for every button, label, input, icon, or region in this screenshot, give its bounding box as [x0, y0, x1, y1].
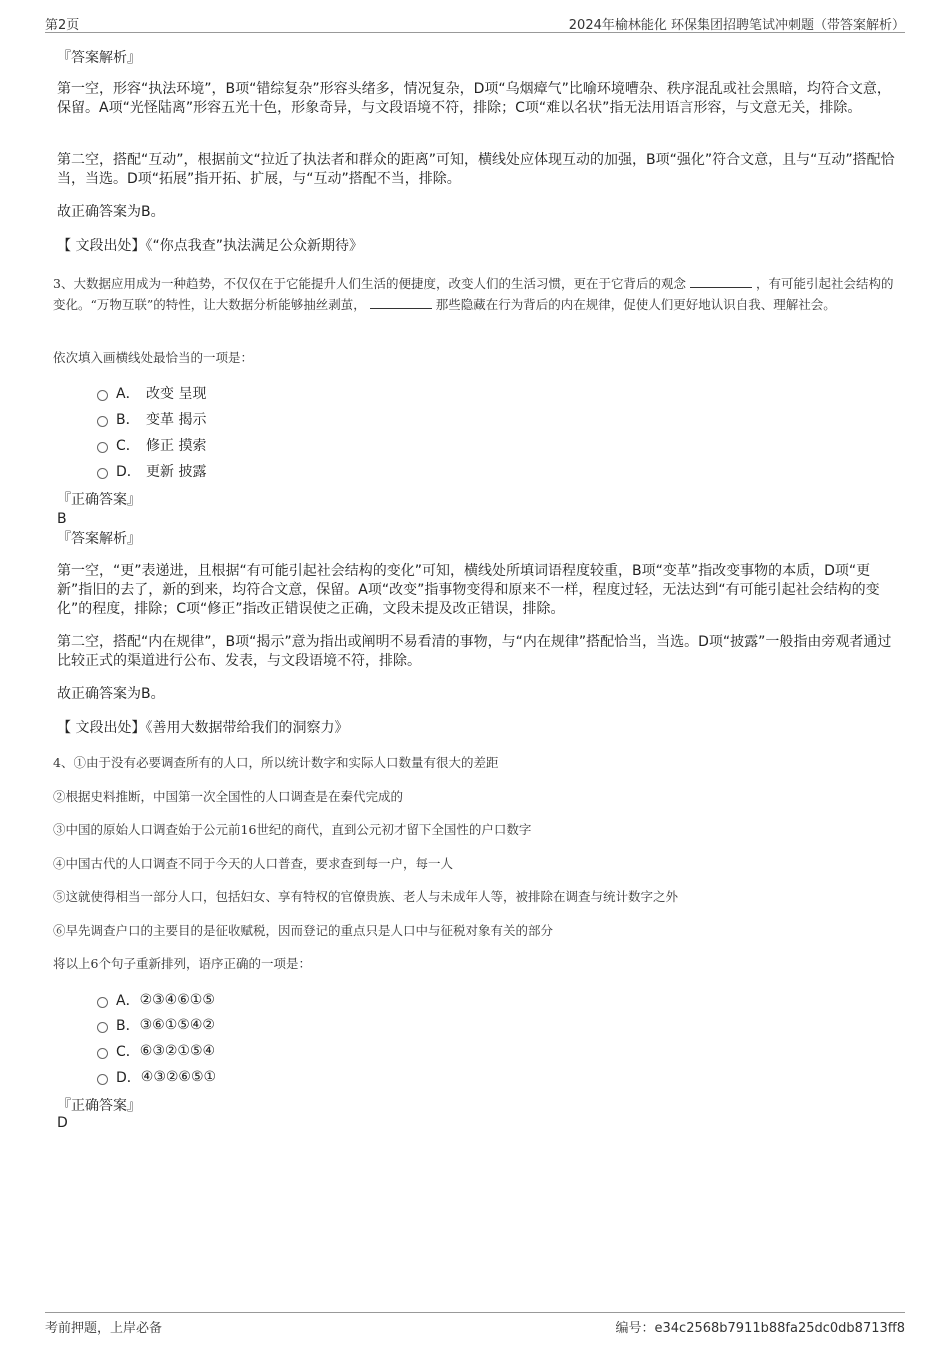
q3-prompt: 依次填入画横线处最恰当的一项是：	[53, 350, 254, 365]
q3-conclusion: 故正确答案为B。	[57, 686, 165, 702]
q3-stem-part2: ，有可能引起社会结构的变化。“万物互联”的特性，让大数据分析能够抽丝剥茧，	[53, 276, 894, 312]
q4-option-c[interactable]: C． ⑥③②①⑤④	[97, 1041, 215, 1061]
q4-prompt: 将以上6个句子重新排列，语序正确的一项是：	[53, 956, 311, 971]
q3-answer-label: 『正确答案』	[57, 492, 141, 508]
radio-icon[interactable]	[97, 416, 108, 427]
q4-sentence-5: ⑤这就使得相当一部分人口，包括妇女、享有特权的官僚贵族、老人与未成年人等，被排除在调查与统计数字之外	[53, 889, 679, 904]
q3-blank-2	[370, 296, 432, 309]
q3-option-c[interactable]: C． 修正 摸索	[97, 435, 206, 455]
q4-sentence-2: ②根据史料推断，中国第一次全国性的人口调查是在秦代完成的	[53, 789, 404, 804]
q4-sentence-6: ⑥早先调查户口的主要目的是征收赋税，因而登记的重点只是人口中与征税对象有关的部分	[53, 923, 554, 938]
q4-option-b[interactable]: B． ③⑥①⑤④②	[97, 1015, 215, 1035]
document-title: 2024年榆林能化 环保集团招聘笔试冲刺题（带答案解析）	[568, 18, 905, 33]
q4-sentence-3: ③中国的原始人口调查始于公元前16世纪的商代，直到公元初才留下全国性的户口数字	[53, 822, 532, 837]
radio-icon[interactable]	[97, 997, 108, 1008]
q4-option-a[interactable]: A． ②③④⑥①⑤	[97, 990, 215, 1010]
q3-blank-1	[690, 275, 752, 288]
q4-answer-label: 『正确答案』	[57, 1098, 141, 1114]
q3-stem-part3: 那些隐藏在行为背后的内在规律，促使人们更好地认识自我、理解社会。	[435, 297, 836, 312]
q2-source: 【 文段出处】《“你点我查”执法满足公众新期待》	[57, 238, 363, 254]
q4-sentence-4: ④中国古代的人口调查不同于今天的人口普查，要求查到每一户，每一人	[53, 856, 454, 871]
radio-icon[interactable]	[97, 1022, 108, 1033]
q3-option-b[interactable]: B． 变革 揭示	[97, 409, 206, 429]
q3-analysis-para1: 第一空，“更”表递进，且根据“有可能引起社会结构的变化”可知，横线处所填词语程度较重，B项“变革”指改变事物的本质，D项“更新”指旧的去了，新的到来，均符合文意，保留。A项“改变”指事物变得和原来不一样，程度过轻，无法达到“有可能引起社会结构的变化”的程度，排除；C项“修正”指改正错误使之正确，文段未提及改正错误，排除。	[57, 563, 880, 617]
q2-analysis-para2: 第二空，搭配“互动”，根据前文“拉近了执法者和群众的距离”可知，横线处应体现互动的加强，B项“强化”符合文意，且与“互动”搭配恰当，当选。D项“拓展”指开拓、扩展，与“互动”搭配不当，排除。	[57, 152, 895, 187]
q2-analysis-label: 『答案解析』	[57, 50, 141, 66]
q4-answer: D	[57, 1115, 68, 1131]
q3-answer: B	[57, 511, 67, 527]
q3-option-a[interactable]: A． 改变 呈现	[97, 383, 206, 403]
q3-analysis-para2: 第二空，搭配“内在规律”，B项“揭示”意为指出或阐明不易看清的事物，与“内在规律”搭配恰当，当选。D项“披露”一般指由旁观者通过比较正式的渠道进行公布、发表，与文段语境不符，排除。	[57, 634, 892, 669]
q3-option-d[interactable]: D． 更新 披露	[97, 461, 206, 481]
page-number: 第2页	[45, 18, 80, 33]
q2-analysis-para1: 第一空，形容“执法环境”，B项“错综复杂”形容头绪多，情况复杂，D项“乌烟瘴气”比喻环境嘈杂、秩序混乱或社会黑暗，均符合文意，保留。A项“光怪陆离”形容五光十色，形象奇异，与文段语境不符，排除；C项“难以名状”指无法用语言形容，与文意无关，排除。	[57, 81, 891, 116]
q3-source: 【 文段出处】《善用大数据带给我们的洞察力》	[57, 720, 349, 736]
q2-conclusion: 故正确答案为B。	[57, 204, 165, 220]
page-header	[45, 12, 905, 33]
document-code: 编号：e34c2568b7911b88fa25dc0db8713ff8	[615, 1321, 905, 1336]
q3-analysis-label: 『答案解析』	[57, 531, 141, 547]
q3-stem-part1: 3、大数据应用成为一种趋势，不仅仅在于它能提升人们生活的便捷度，改变人们的生活习惯，更在于它背后的观念	[53, 276, 686, 291]
radio-icon[interactable]	[97, 1048, 108, 1059]
radio-icon[interactable]	[97, 468, 108, 479]
radio-icon[interactable]	[97, 1074, 108, 1085]
footer-slogan: 考前押题，上岸必备	[45, 1321, 163, 1336]
page-footer	[45, 1312, 905, 1336]
q3-stem	[53, 273, 898, 315]
q4-sentence-1: 4、①由于没有必要调查所有的人口，所以统计数字和实际人口数量有很大的差距	[53, 755, 499, 770]
radio-icon[interactable]	[97, 442, 108, 453]
radio-icon[interactable]	[97, 390, 108, 401]
q4-option-d[interactable]: D． ④③②⑥⑤①	[97, 1067, 216, 1087]
